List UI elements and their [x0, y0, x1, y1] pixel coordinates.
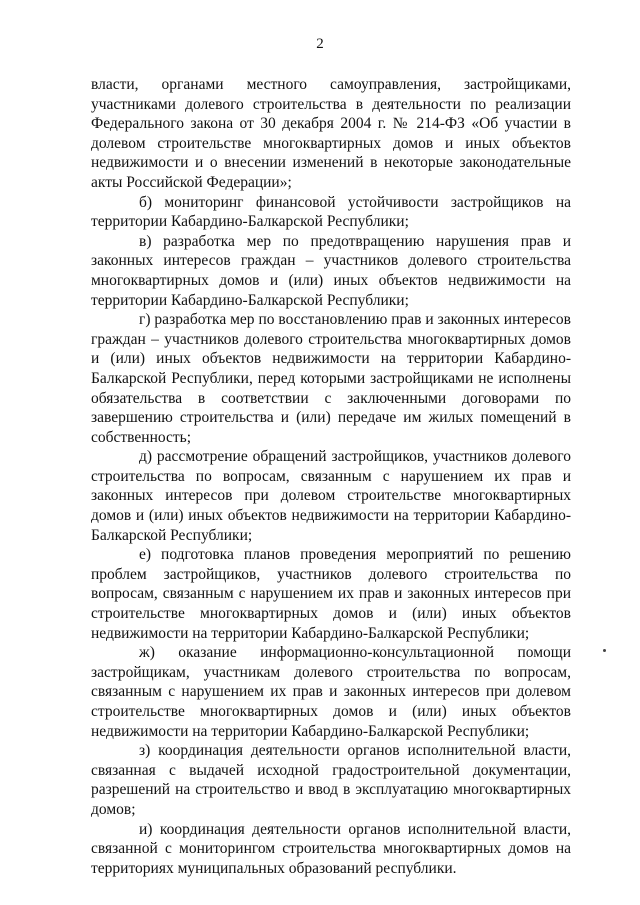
paragraph-item-i: и) координация деятельности органов исполнительной власти, связанной с мониторингом строительства многоквартирных домов на территориях муниципальных образований республики. [91, 820, 571, 877]
paragraph-item-d: д) рассмотрение обращений застройщиков, участников долевого строительства по вопросам, связанным с нарушением их прав и законных интересов при долевом строительстве многоквартирных домов и (или) иных объектов недвижимости на территории Кабардино-Балкарской Республики; [91, 448, 571, 544]
page-number: 2 [316, 36, 324, 52]
paragraph-continuation: власти, органами местного самоуправления, застройщиками, участниками долевого строительства в деятельности по реализации Федерального закона от 30 декабря 2004 г. № 214-ФЗ «Об участии в долевом строительстве многоквартирных домов и иных объектов недвижимости и о внесении изменений в некоторые законодательные акты Российской Федерации»; [91, 76, 571, 191]
paragraph-item-e: е) подготовка планов проведения мероприятий по решению проблем застройщиков, участников долевого строительства по вопросам, связанным с нарушением их прав и законных интересов при строительстве многоквартирных домов и (или) иных объектов недвижимости на территории Кабардино-Балкарской Республики; [91, 546, 571, 642]
paragraph-item-z: з) координация деятельности органов исполнительной власти, связанная с выдачей исходной градостроительной документации, разрешений на строительство и ввод в эксплуатацию многоквартирных домов; [91, 742, 571, 818]
scan-artifact-mark [603, 649, 606, 652]
paragraph-item-g: г) разработка мер по восстановлению прав и законных интересов граждан – участников долевого строительства многоквартирных домов и (или) иных объектов недвижимости на территории Кабардино-Балкарской Республики, перед которыми застройщиками не исполнены обязательства в соответствии с заключенными договорами по завершению строительства и (или) передаче им жилых помещений в собственность; [91, 311, 571, 446]
paragraph-item-zh: ж) оказание информационно-консультационной помощи застройщикам, участникам долевого строительства по вопросам, связанным с нарушением их прав и законных интересов при долевом строительстве многоквартирных домов и (или) иных объектов недвижимости на территории Кабардино-Балкарской Республики; [91, 644, 571, 740]
paragraph-item-v: в) разработка мер по предотвращению нарушения прав и законных интересов граждан – участников долевого строительства многоквартирных домов и (или) иных объектов недвижимости на территории Кабардино-Балкарской Республики; [91, 232, 571, 309]
document-body [91, 75, 571, 878]
paragraph-item-b: б) мониторинг финансовой устойчивости застройщиков на территории Кабардино-Балкарской Республики; [91, 193, 571, 231]
